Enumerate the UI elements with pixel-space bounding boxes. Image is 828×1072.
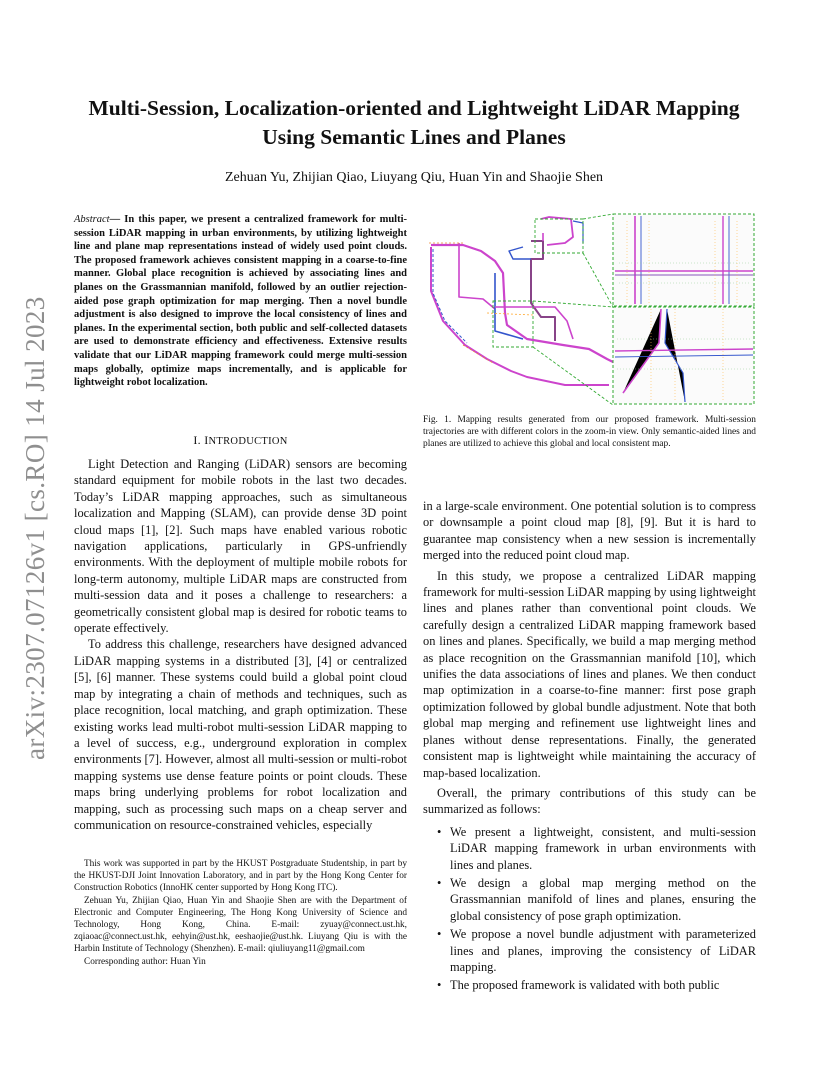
figure-1-mapping-result [423, 213, 756, 406]
zoom-in-panel-bottom [613, 307, 754, 404]
intro-paragraph-2: To address this challenge, researchers have designed advanced LiDAR mapping systems in a distributed [3], [4] or centralized [5], [6] manner. These systems could build a global point cloud map by integrating a chain of methods and techniques, such as place recognition, local matching, and graph optimization. These existing works lead multi-robot multi-session LiDAR mapping to a level of success, e.g., underground exploration in complex environments [7]. However, almost all multi-session or multi-robot mapping systems use dense feature points or point clouds. These maps bring underlying problems for robot localization and mapping, such as processing such maps on a cheap server and communication on resource-constrained vehicles, especially [74, 637, 407, 832]
footnote-corresponding: Corresponding author: Huan Yin [84, 956, 206, 967]
contribution-item: • We design a global map merging method on the Grassmannian manifold of lines and planes, ensuring the global consistency of pose graph optimization. [437, 875, 756, 923]
bullet-icon: • [437, 927, 442, 942]
footnote-affiliations: Zehuan Yu, Zhijian Qiao, Huan Yin and Shaojie Shen are with the Department of Electronic and Computer Engineering, The Hong Kong University of Science and Technology, Hong Kong, China. E-mail: zyuay@connect.ust.hk, zqiaoac@connect.ust.hk, eehyin@ust.hk, eeshaojie@ust.hk. Liuyang Qiu is with the Harbin Institute of Technology (Shenzhen). E-mail: qiuliuyang11@gmail.com [74, 895, 407, 955]
footnote-funding: This work was supported in part by the HKUST Postgraduate Studentship, in part by the HKUST-DJI Joint Innovation Laboratory, and in part by the Hong Kong Center for Construction Robotics (InnoHK center supported by Hong Kong ITC). [74, 859, 407, 894]
intro-paragraph-1: Light Detection and Ranging (LiDAR) sensors are becoming standard equipment for mobile robots in the last two decades. Today’s LiDAR mapping approaches, such as simultaneous localization and Mapping (SLAM), can provide dense 3D point cloud maps [1], [2]. Such maps have enabled various robotic navigation applications, particularly in GPS-unfriendly environments. With the deployment of multiple mobile robots for long-term autonomy, multiple LiDAR maps are constructed from multi-session data and it poses a challenge to researchers: a geometrically consistent global map is desired for robotic teams to operate effectively. [74, 457, 407, 636]
author-list: Zehuan Yu, Zhijian Qiao, Liuyang Qiu, Huan Yin and Shaojie Shen [224, 170, 604, 185]
zoom-in-panel-top [613, 214, 754, 306]
title-line-1: Multi-Session, Localization-oriented and Lightweight LiDAR Mapping [88, 96, 740, 120]
contributions-list [423, 824, 756, 994]
intro-paragraph-2-continued: in a large-scale environment. One potential solution is to compress or downsample a point cloud map [8], [9]. But it is hard to guarantee map consistency when a new session is incrementally merged into the reduced point cloud map. [423, 499, 756, 563]
abstract [74, 213, 407, 390]
bullet-icon: • [437, 978, 442, 993]
section-number: I. [193, 433, 205, 447]
figure-1-caption: Fig. 1. Mapping results generated from our proposed framework. Multi-session trajectories are with different colors in the zoom-in view. Only semantic-aided lines and planes are utilized to achieve this global and local consistent map. [423, 415, 756, 450]
section-title-rest: NTRODUCTION [208, 436, 288, 447]
paper-title [60, 94, 768, 152]
intro-paragraph-4: Overall, the primary contributions of this study can be summarized as follows: [423, 785, 756, 817]
arxiv-identifier: arXiv:2307.07126v1 [cs.RO] 14 Jul 2023 [20, 296, 50, 760]
abstract-text: In this paper, we present a centralized framework for multi-session LiDAR mapping in urban environments, by utilizing lightweight line and plane map representations instead of widely used point clouds. The proposed framework achieves consistent mapping in a coarse-to-fine manner. Global place recognition is achieved by associating lines and planes on the Grassmannian manifold, followed by an outlier rejection-aided pose graph optimization for map merging. Then a novel bundle adjustment is also designed to improve the local consistency of lines and planes. In the experimental section, both public and self-collected datasets are used to demonstrate efficiency and effectiveness. Extensive results validate that our LiDAR mapping framework could merge multi-session maps globally, optimize maps incrementally, and is applicable for lightweight robot localization. [74, 214, 407, 389]
contribution-item: • We present a lightweight, consistent, and multi-session LiDAR mapping framework in urban environments with lines and planes. [437, 824, 756, 872]
abstract-label: Abstract [74, 214, 110, 225]
section-title-initial: I [204, 433, 209, 447]
title-line-2: Using Semantic Lines and Planes [262, 125, 566, 149]
bullet-icon: • [437, 875, 442, 890]
abstract-dash: — [109, 214, 125, 225]
bullet-icon: • [437, 824, 442, 839]
contribution-item: • We propose a novel bundle adjustment with parameterized lines and planes, improving the consistency of LiDAR mapping. [437, 927, 756, 974]
left-column-body [74, 456, 407, 833]
contribution-item: • The proposed framework is validated with both public [437, 978, 720, 993]
section-heading-introduction [74, 433, 407, 448]
intro-paragraph-3: In this study, we propose a centralized LiDAR mapping framework for multi-session LiDAR mapping by using lightweight lines and planes rather than conventional point clouds. We carefully design a centralized LiDAR mapping framework based on lines and planes. Specifically, we build a map merging method as place recognition on the Grassmannian manifold [10], which unifies the data associations of lines and planes. We then conduct map optimization in a coarse-to-fine manner: first pose graph optimization followed by global bundle adjustment. Note that both global map merging and refinement use lightweight lines and planes without dense representations. Finally, the generated consistent map is lightweight while maintaining the accuracy of map-based localization. [423, 568, 756, 780]
right-column-body [423, 498, 756, 996]
footnote [74, 858, 407, 968]
